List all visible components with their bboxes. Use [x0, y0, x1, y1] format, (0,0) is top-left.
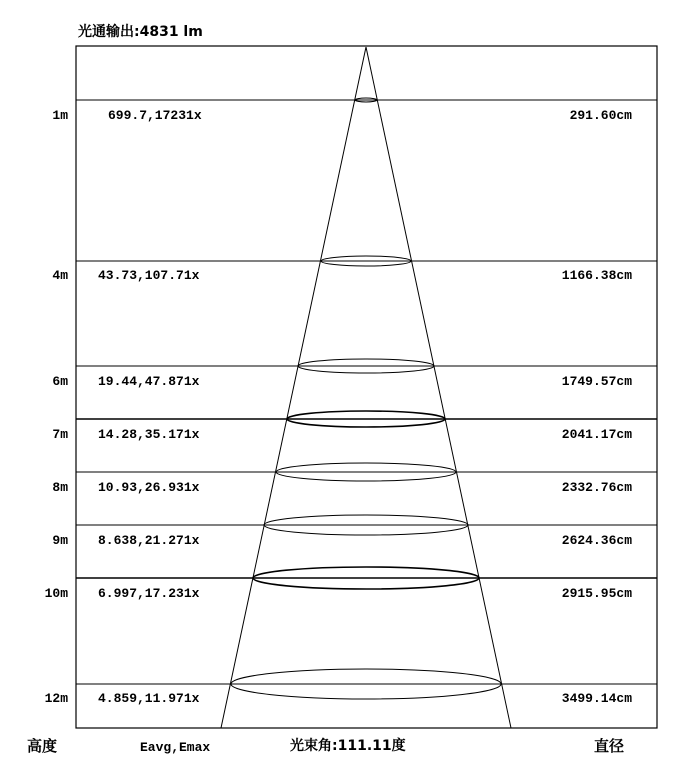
- illuminance-value: 10.93,26.931x: [98, 480, 200, 495]
- illuminance-value: 699.7,17231x: [108, 108, 202, 123]
- diameter-value: 2915.95cm: [561, 586, 632, 601]
- diameter-value: 2624.36cm: [561, 533, 632, 548]
- beam-edge-right: [366, 47, 511, 728]
- height-label: 9m: [52, 533, 68, 548]
- beam-cone: [221, 47, 511, 728]
- diameter-column-label: 直径: [594, 737, 625, 755]
- diameter-value: 2332.76cm: [561, 480, 632, 495]
- beam-angle-label: 光束角:111.11度: [290, 738, 406, 754]
- height-label: 7m: [52, 427, 68, 442]
- luminous-flux-title: 光通输出:4831 lm: [78, 24, 203, 40]
- illuminance-value: 8.638,21.271x: [98, 533, 200, 548]
- diameter-value: 2041.17cm: [561, 427, 632, 442]
- height-label: 6m: [52, 374, 68, 389]
- illuminance-value: 14.28,35.171x: [98, 427, 200, 442]
- illuminance-value: 43.73,107.71x: [98, 268, 200, 283]
- diameter-value: 3499.14cm: [561, 691, 632, 706]
- height-label: 8m: [52, 480, 68, 495]
- height-label: 1m: [52, 108, 68, 123]
- illuminance-value: 19.44,47.871x: [98, 374, 200, 389]
- diameter-value: 291.60cm: [569, 108, 632, 123]
- height-column-label: 高度: [27, 737, 58, 755]
- height-label: 12m: [44, 691, 68, 706]
- beam-edge-left: [221, 47, 366, 728]
- illuminance-column-label: Eavg,Emax: [140, 740, 211, 755]
- height-label: 10m: [44, 586, 68, 601]
- illuminance-value: 6.997,17.231x: [98, 586, 200, 601]
- diameter-value: 1749.57cm: [561, 374, 632, 389]
- diameter-value: 1166.38cm: [561, 268, 632, 283]
- beam-ellipses: [231, 98, 501, 699]
- illuminance-value: 4.859,11.971x: [98, 691, 200, 706]
- height-label: 4m: [52, 268, 68, 283]
